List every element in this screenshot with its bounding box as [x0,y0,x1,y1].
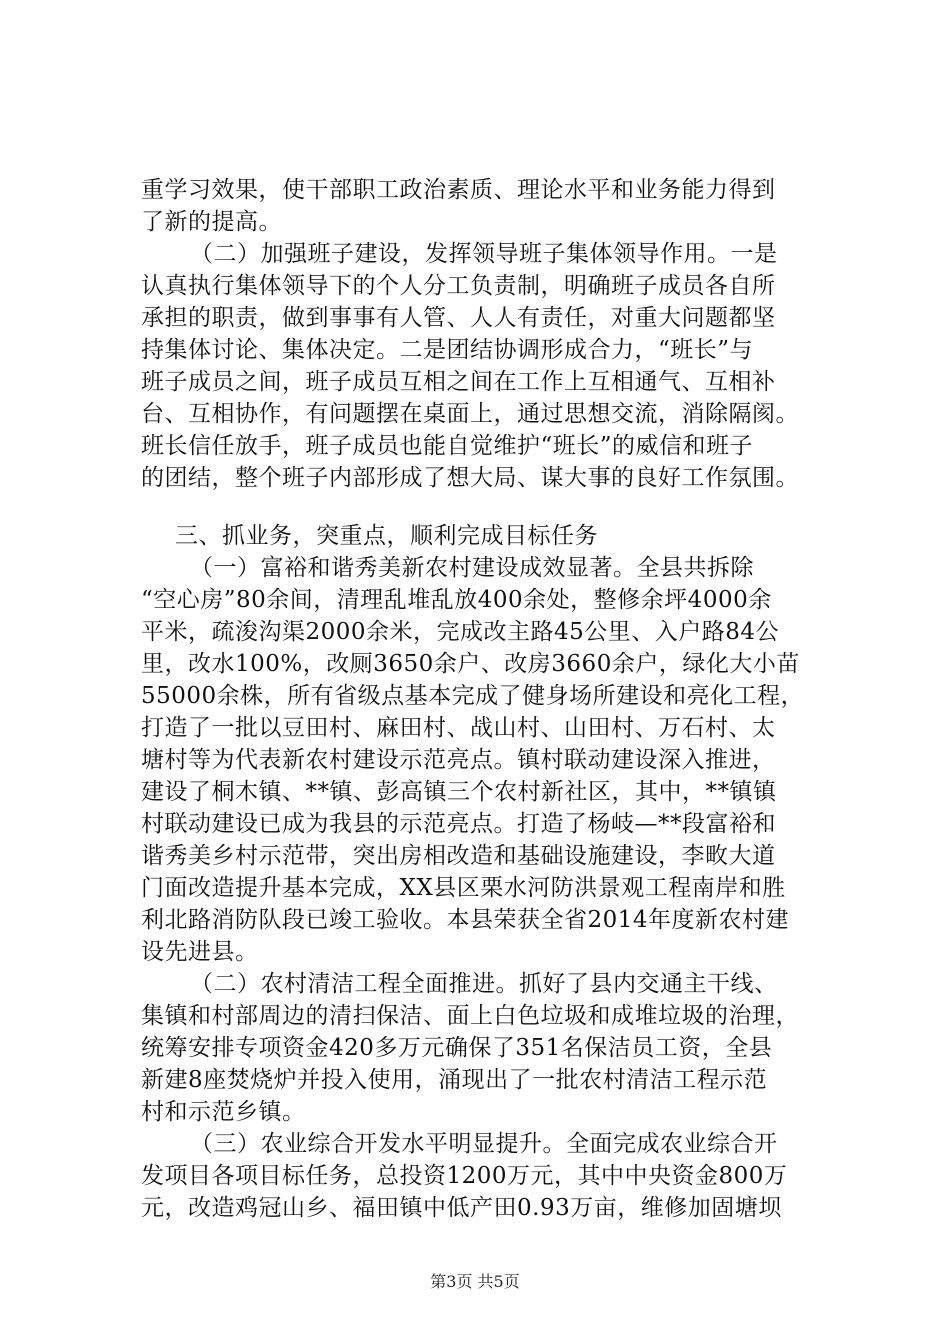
paragraph-start-line: （一）富裕和谐秀美新农村建设成效显著。全县共拆除 [190,555,754,581]
text-line: 塘村等为代表新农村建设示范亮点。镇村联动建设深入推进， [141,747,776,773]
text-line: 元，改造鸡冠山乡、福田镇中低产田0.93万亩，维修加固塘坝 [141,1195,782,1221]
text-line: 的团结，整个班子内部形成了想大局、谋大事的良好工作氛围。 [141,465,799,491]
text-line: 认真执行集体领导下的个人分工负责制，明确班子成员各自所 [141,273,776,299]
text-line: 重学习效果，使干部职工政治素质、理论水平和业务能力得到 [141,177,776,203]
text-line: 打造了一批以豆田村、麻田村、战山村、山田村、万石村、太 [141,715,776,741]
text-line: 集镇和村部周边的清扫保洁、面上白色垃圾和成堆垃圾的治理， [141,1003,799,1029]
text-line: 利北路消防队段已竣工验收。本县荣获全省2014年度新农村建 [141,907,790,933]
text-line: 持集体讨论、集体决定。二是团结协调形成合力，“班长”与 [141,337,754,363]
text-line: 统筹安排专项资金420多万元确保了351名保洁员工资，全县 [141,1035,773,1061]
text-line: 门面改造提升基本完成，XX县区栗水河防洪景观工程南岸和胜 [141,875,786,901]
text-line: 建设了桐木镇、**镇、彭高镇三个农村新社区，其中，**镇镇 [141,779,777,805]
text-line: 里，改水100%，改厕3650余户、改房3660余户，绿化大小苗 [141,651,800,677]
text-line: 村联动建设已成为我县的示范亮点。打造了杨岐—**段富裕和 [141,811,776,837]
text-line: 发项目各项目标任务，总投资1200万元，其中中央资金800万 [141,1163,788,1189]
paragraph-start-line: （三）农业综合开发水平明显提升。全面完成农业综合开 [190,1131,778,1157]
text-line: 了新的提高。 [141,209,282,235]
text-line: 村和示范乡镇。 [141,1099,306,1125]
text-line: 新建8座焚烧炉并投入使用，涌现出了一批农村清洁工程示范 [141,1067,768,1093]
section-heading: 三、抓业务，突重点，顺利完成目标任务 [175,523,598,549]
text-line: 承担的职责，做到事事有人管、人人有责任，对重大问题都坚 [141,305,776,331]
text-line: 班长信任放手，班子成员也能自觉维护“班长”的威信和班子 [141,433,754,459]
page-footer: 第3页 共5页 [430,1272,520,1291]
paragraph-start-line: （二）农村清洁工程全面推进。抓好了县内交通主干线、 [190,971,778,997]
text-line: 班子成员之间，班子成员互相之间在工作上互相通气、互相补 [141,369,776,395]
text-line: 平米，疏浚沟渠2000余米，完成改主路45公里、入户路84公 [141,619,780,645]
paragraph-start-line: （二）加强班子建设，发挥领导班子集体领导作用。一是 [190,241,778,267]
text-line: 设先进县。 [141,939,259,965]
text-line: 台、互相协作，有问题摆在桌面上，通过思想交流，消除隔阂。 [141,401,799,427]
text-line: 谐秀美乡村示范带，突出房相改造和基础设施建设，李畋大道 [141,843,776,869]
text-line: “空心房”80余间，清理乱堆乱放400余处，整修余坪4000余 [141,587,772,613]
text-line: 55000余株，所有省级点基本完成了健身场所建设和亮化工程， [141,683,805,709]
